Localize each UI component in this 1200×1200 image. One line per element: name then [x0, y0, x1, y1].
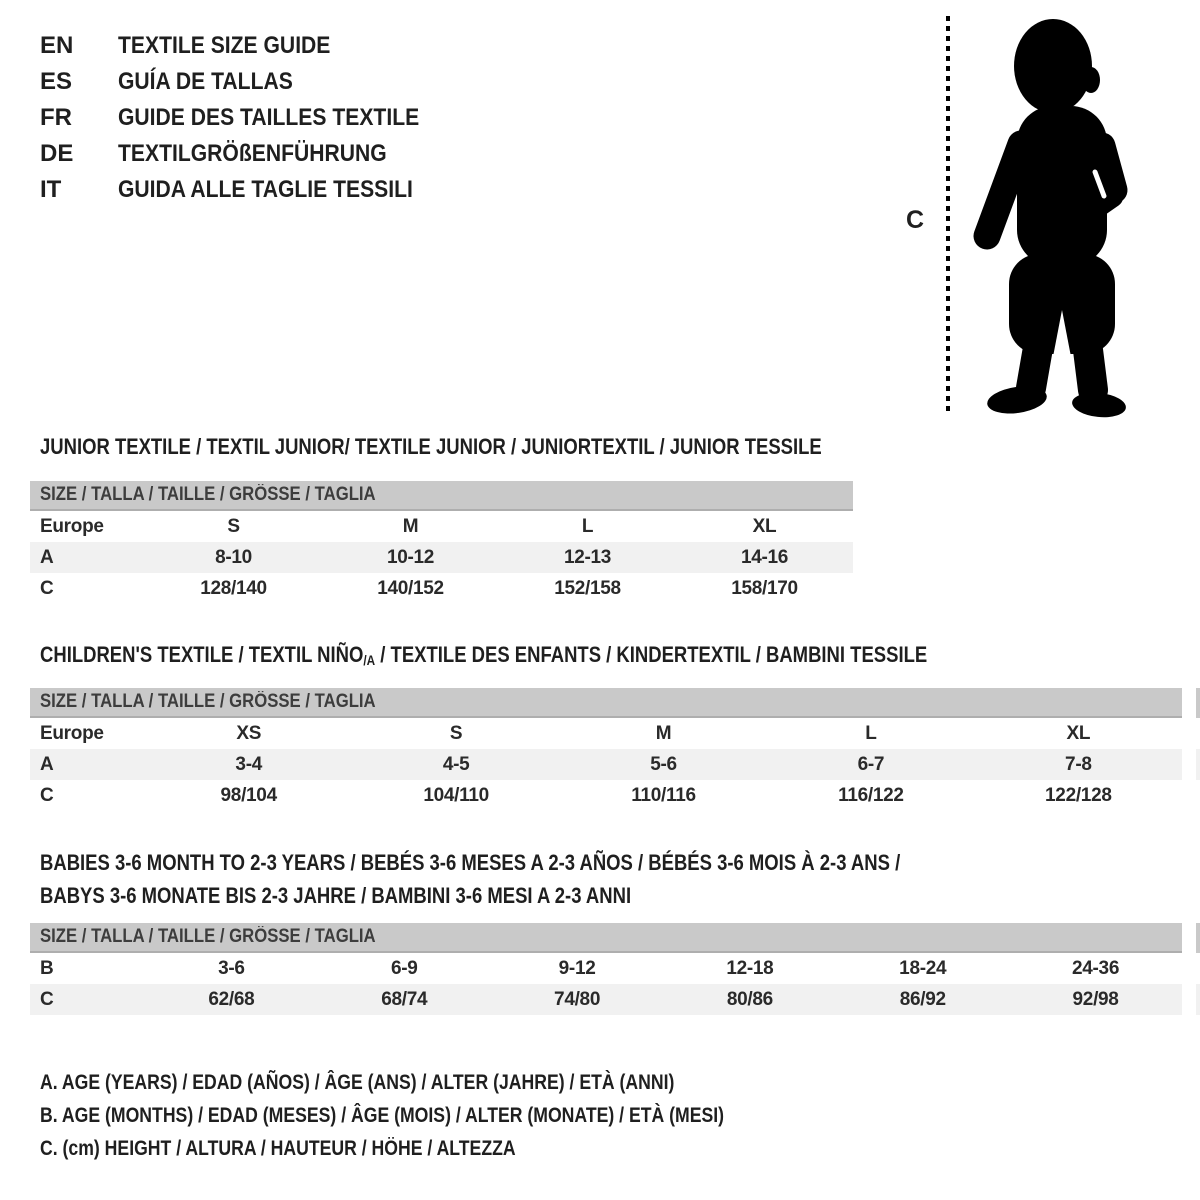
row-label: C	[40, 988, 54, 1010]
footnote-line-b: B. AGE (MONTHS) / EDAD (MESES) / ÂGE (MOIS) / ALTER (MONATE) / ETÀ (MESI)	[40, 1103, 725, 1127]
size-header-label: SIZE / TALLA / TAILLE / GRÖSSE / TAGLIA	[40, 691, 376, 712]
column-header: M	[655, 722, 672, 744]
language-code: DE	[40, 140, 74, 167]
size-header-bar	[30, 481, 853, 511]
size-cell: 12-18	[726, 957, 774, 979]
size-cell: 122/128	[1045, 784, 1112, 806]
column-header-row	[30, 718, 1182, 749]
size-cell: 110/116	[631, 784, 696, 806]
language-code: EN	[40, 32, 74, 59]
column-header: L	[865, 722, 877, 744]
table-row-months	[30, 953, 1182, 984]
size-table-junior	[30, 481, 853, 604]
size-cell: 8-10	[215, 546, 252, 568]
language-row-fr	[40, 100, 460, 136]
size-cell: 5-6	[650, 753, 677, 775]
column-header: M	[402, 515, 419, 537]
table-row-height	[30, 573, 853, 604]
size-cell: 9-12	[558, 957, 596, 979]
title-subscript: /A	[363, 652, 376, 668]
size-table-babies	[30, 923, 1182, 1015]
row-label: B	[40, 957, 54, 979]
size-cell: 4-5	[442, 753, 470, 775]
section-title-babies-line2: BABYS 3-6 MONATE BIS 2-3 JAHRE / BAMBINI 3-6 MESI A 2-3 ANNI	[40, 883, 632, 908]
row-label: C	[40, 784, 54, 806]
table-row-age	[30, 542, 853, 573]
language-row-de	[40, 136, 460, 172]
size-cell: 98/104	[220, 784, 277, 806]
size-cell: 140/152	[377, 577, 444, 599]
section-title-babies-line1: BABIES 3-6 MONTH TO 2-3 YEARS / BEBÉS 3-6 MESES A 2-3 AÑOS / BÉBÉS 3-6 MOIS À 2-3 ANS /	[40, 850, 901, 875]
size-cell: 14-16	[740, 546, 789, 568]
size-cell: 116/122	[838, 784, 904, 806]
size-cell: 6-7	[857, 753, 885, 775]
table-edge-bleed	[1196, 749, 1200, 780]
region-label: Europe	[40, 515, 104, 537]
size-cell: 24-36	[1072, 957, 1120, 979]
language-row-it	[40, 172, 460, 208]
size-cell: 7-8	[1065, 753, 1092, 775]
language-code: IT	[40, 176, 62, 203]
language-title: TEXTILE SIZE GUIDE	[118, 32, 331, 59]
footnote-legend	[40, 1066, 854, 1165]
size-cell: 18-24	[899, 957, 947, 979]
column-header-row	[30, 511, 853, 542]
region-label: Europe	[40, 722, 104, 744]
column-header: L	[581, 515, 594, 537]
footnote-line-c: C. (cm) HEIGHT / ALTURA / HAUTEUR / HÖHE / ALTEZZA	[40, 1136, 516, 1160]
size-cell: 3-4	[235, 753, 262, 775]
size-cell: 62/68	[208, 988, 255, 1010]
language-title: GUIDE DES TAILLES TEXTILE	[118, 104, 420, 131]
size-cell: 68/74	[381, 988, 428, 1010]
column-header: XL	[1066, 722, 1091, 744]
column-header: XS	[236, 722, 262, 744]
size-header-bar	[30, 923, 1182, 953]
size-table-children	[30, 688, 1182, 811]
size-cell: 12-13	[563, 546, 612, 568]
toddler-silhouette-image	[966, 14, 1138, 420]
row-label: C	[40, 577, 54, 599]
size-cell: 74/80	[554, 988, 601, 1010]
size-cell: 6-9	[390, 957, 418, 979]
footnote-line-a: A. AGE (YEARS) / EDAD (AÑOS) / ÂGE (ANS) / ALTER (JAHRE) / ETÀ (ANNI)	[40, 1070, 675, 1094]
row-label: A	[40, 753, 54, 775]
size-cell: 158/170	[731, 577, 798, 599]
column-header: S	[449, 722, 463, 744]
measure-label-c: C	[906, 206, 925, 234]
language-list	[40, 28, 460, 208]
size-header-label: SIZE / TALLA / TAILLE / GRÖSSE / TAGLIA	[40, 484, 376, 505]
column-header: XL	[752, 515, 777, 537]
table-row-age	[30, 749, 1182, 780]
language-row-en	[40, 28, 460, 64]
section-title-junior: JUNIOR TEXTILE / TEXTIL JUNIOR/ TEXTILE JUNIOR / JUNIORTEXTIL / JUNIOR TESSILE	[40, 434, 822, 459]
column-header: S	[227, 515, 240, 537]
size-cell: 86/92	[899, 988, 946, 1010]
language-code: FR	[40, 104, 72, 131]
row-label: A	[40, 546, 54, 568]
table-edge-bleed	[1196, 688, 1200, 718]
table-edge-bleed	[1196, 923, 1200, 953]
size-cell: 80/86	[726, 988, 773, 1010]
language-title: GUIDA ALLE TAGLIE TESSILI	[118, 176, 413, 203]
table-row-height	[30, 984, 1182, 1015]
size-cell: 104/110	[423, 784, 489, 806]
size-header-label: SIZE / TALLA / TAILLE / GRÖSSE / TAGLIA	[40, 926, 376, 947]
size-cell: 10-12	[386, 546, 435, 568]
table-row-height	[30, 780, 1182, 811]
table-edge-bleed	[1196, 984, 1200, 1015]
size-cell: 3-6	[218, 957, 245, 979]
language-code: ES	[40, 68, 73, 95]
language-title: GUÍA DE TALLAS	[118, 68, 293, 95]
height-measure-dashed-line	[946, 16, 950, 416]
language-row-es	[40, 64, 460, 100]
section-title-children: CHILDREN'S TEXTILE / TEXTIL NIÑO/A / TEXTILE DES ENFANTS / KINDERTEXTIL / BAMBINI TESSILE	[40, 642, 928, 668]
size-cell: 92/98	[1072, 988, 1119, 1010]
size-cell: 128/140	[200, 577, 267, 599]
size-header-bar	[30, 688, 1182, 718]
size-cell: 152/158	[554, 577, 621, 599]
language-title: TEXTILGRÖßENFÜHRUNG	[118, 140, 387, 167]
